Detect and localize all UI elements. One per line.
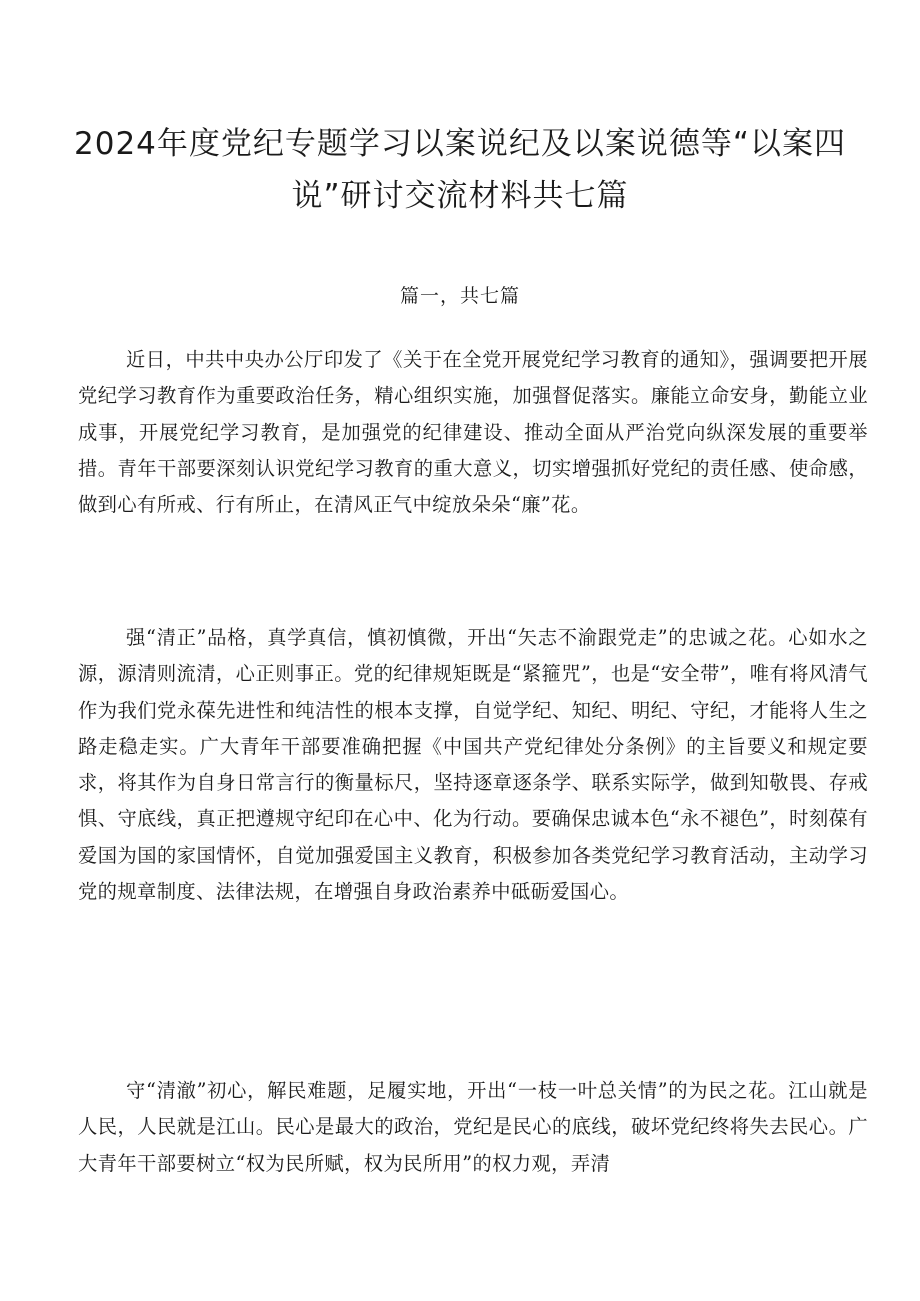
document-title: 2024年度党纪专题学习以案说纪及以案说德等“以案四说”研讨交流材料共七篇 [74, 126, 846, 214]
paragraph: 强“清正”品格，真学真信，慎初慎微，开出“矢志不渝跟党走”的忠诚之花。心如水之源，源清则流清，心正则事正。党的纪律规矩既是“紧箍咒”，也是“安全带”，唯有将风清气作为我们党永葆先进性和纯洁性的根本支撑，自觉学纪、知纪、明纪、守纪，才能将人生之路走稳走实。广大青年干部要准确把握《中国共产党纪律处分条例》的主旨要义和规定要求，将其作为自身日常言行的衡量标尺，坚持逐章逐条学、联系实际学，做到知敬畏、存戒惧、守底线，真正把遵规守纪印在心中、化为行动。要确保忠诚本色“永不褪色”，时刻葆有爱国为国的家国情怀，自觉加强爱国主义教育，积极参加各类党纪学习教育活动，主动学习党的规章制度、法律法规，在增强自身政治素养中砥砺爱国心。 [78, 626, 868, 904]
paragraph: 近日，中共中央办公厅印发了《关于在全党开展党纪学习教育的通知》，强调要把开展党纪学习教育作为重要政治任务，精心组织实施，加强督促落实。廉能立命安身，勤能立业成事，开展党纪学习教育，是加强党的纪律建设、推动全面从严治党向纵深发展的重要举措。青年干部要深刻认识党纪学习教育的重大意义，切实增强抓好党纪的责任感、使命感，做到心有所戒、行有所止，在清风正气中绽放朵朵“廉”花。 [78, 348, 868, 517]
section-heading: 篇一，共七篇 [399, 285, 520, 307]
paragraph: 守“清澈”初心，解民难题，足履实地，开出“一枝一叶总关情”的为民之花。江山就是人民，人民就是江山。民心是最大的政治，党纪是民心的底线，破坏党纪终将失去民心。广大青年干部要树立“权为民所赋，权为民所用”的权力观，弄清 [78, 1079, 868, 1175]
